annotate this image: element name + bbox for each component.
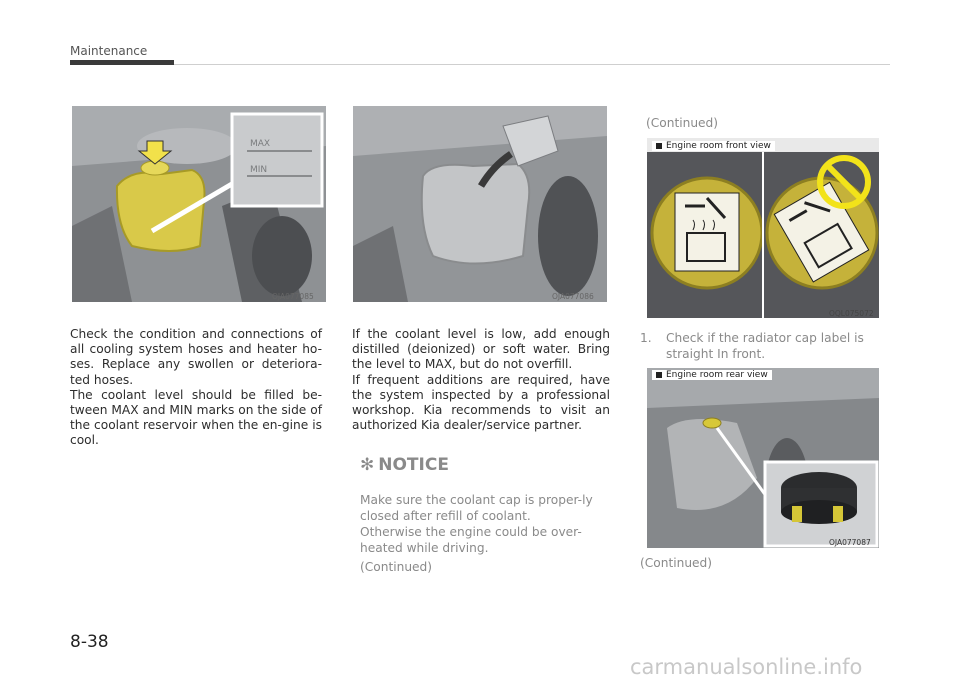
figure-coolant-reservoir [72,106,326,302]
section-title: Maintenance [70,44,148,58]
asterisk-icon: ✻ [360,455,375,475]
figure-code: OQL075072 [829,309,874,318]
page-number: 8-38 [70,632,109,652]
step-number: 1. [640,331,652,345]
figure-radiator-cap-front [647,138,879,318]
square-bullet-icon [656,372,662,378]
notice-heading: ✻ NOTICE [360,455,449,475]
watermark: carmanualsonline.info [630,655,863,679]
step-item [640,330,885,362]
figure-filling-coolant [353,106,607,302]
figure-engine-rear [647,368,879,548]
column-1 [70,327,322,449]
notice-body [360,492,600,556]
paragraph: If frequent additions are required, have the system inspected by a professional workshop. Kia recommends to visit an authorized Kia dealer/service partner. [352,372,610,433]
min-mark: MIN [250,165,268,175]
continued-note: (Continued) [646,116,719,130]
notice-paragraph: Make sure the coolant cap is proper-ly closed after refill of coolant. [360,493,593,523]
figure-code: OJA077085 [272,292,314,301]
square-bullet-icon [656,143,662,149]
continued-note: (Continued) [360,560,433,574]
figure-label: Engine room rear view [652,370,772,380]
figure-code: OJA077087 [829,538,871,547]
step-text: Check if the radiator cap label is straight In front. [666,331,864,361]
paragraph: Check the condition and connections of all cooling system hoses and heater ho-ses. Replace any swollen or deteriora-ted hoses. [70,327,322,387]
paragraph: If the coolant level is low, add enough distilled (deionized) or soft water. Bring the level to MAX, but do not overfill. [352,327,610,372]
continued-note: (Continued) [640,556,713,570]
header-rule [174,64,890,65]
figure-code: OJA077086 [552,292,594,301]
column-2 [352,327,610,433]
notice-paragraph: Otherwise the engine could be over-heated while driving. [360,525,582,555]
max-mark: MAX [250,139,271,149]
figure-label: Engine room front view [652,141,775,151]
header-bar [70,60,174,65]
paragraph: The coolant level should be filled be-tween MAX and MIN marks on the side of the coolant reservoir when the en-gine is cool. [70,387,322,448]
